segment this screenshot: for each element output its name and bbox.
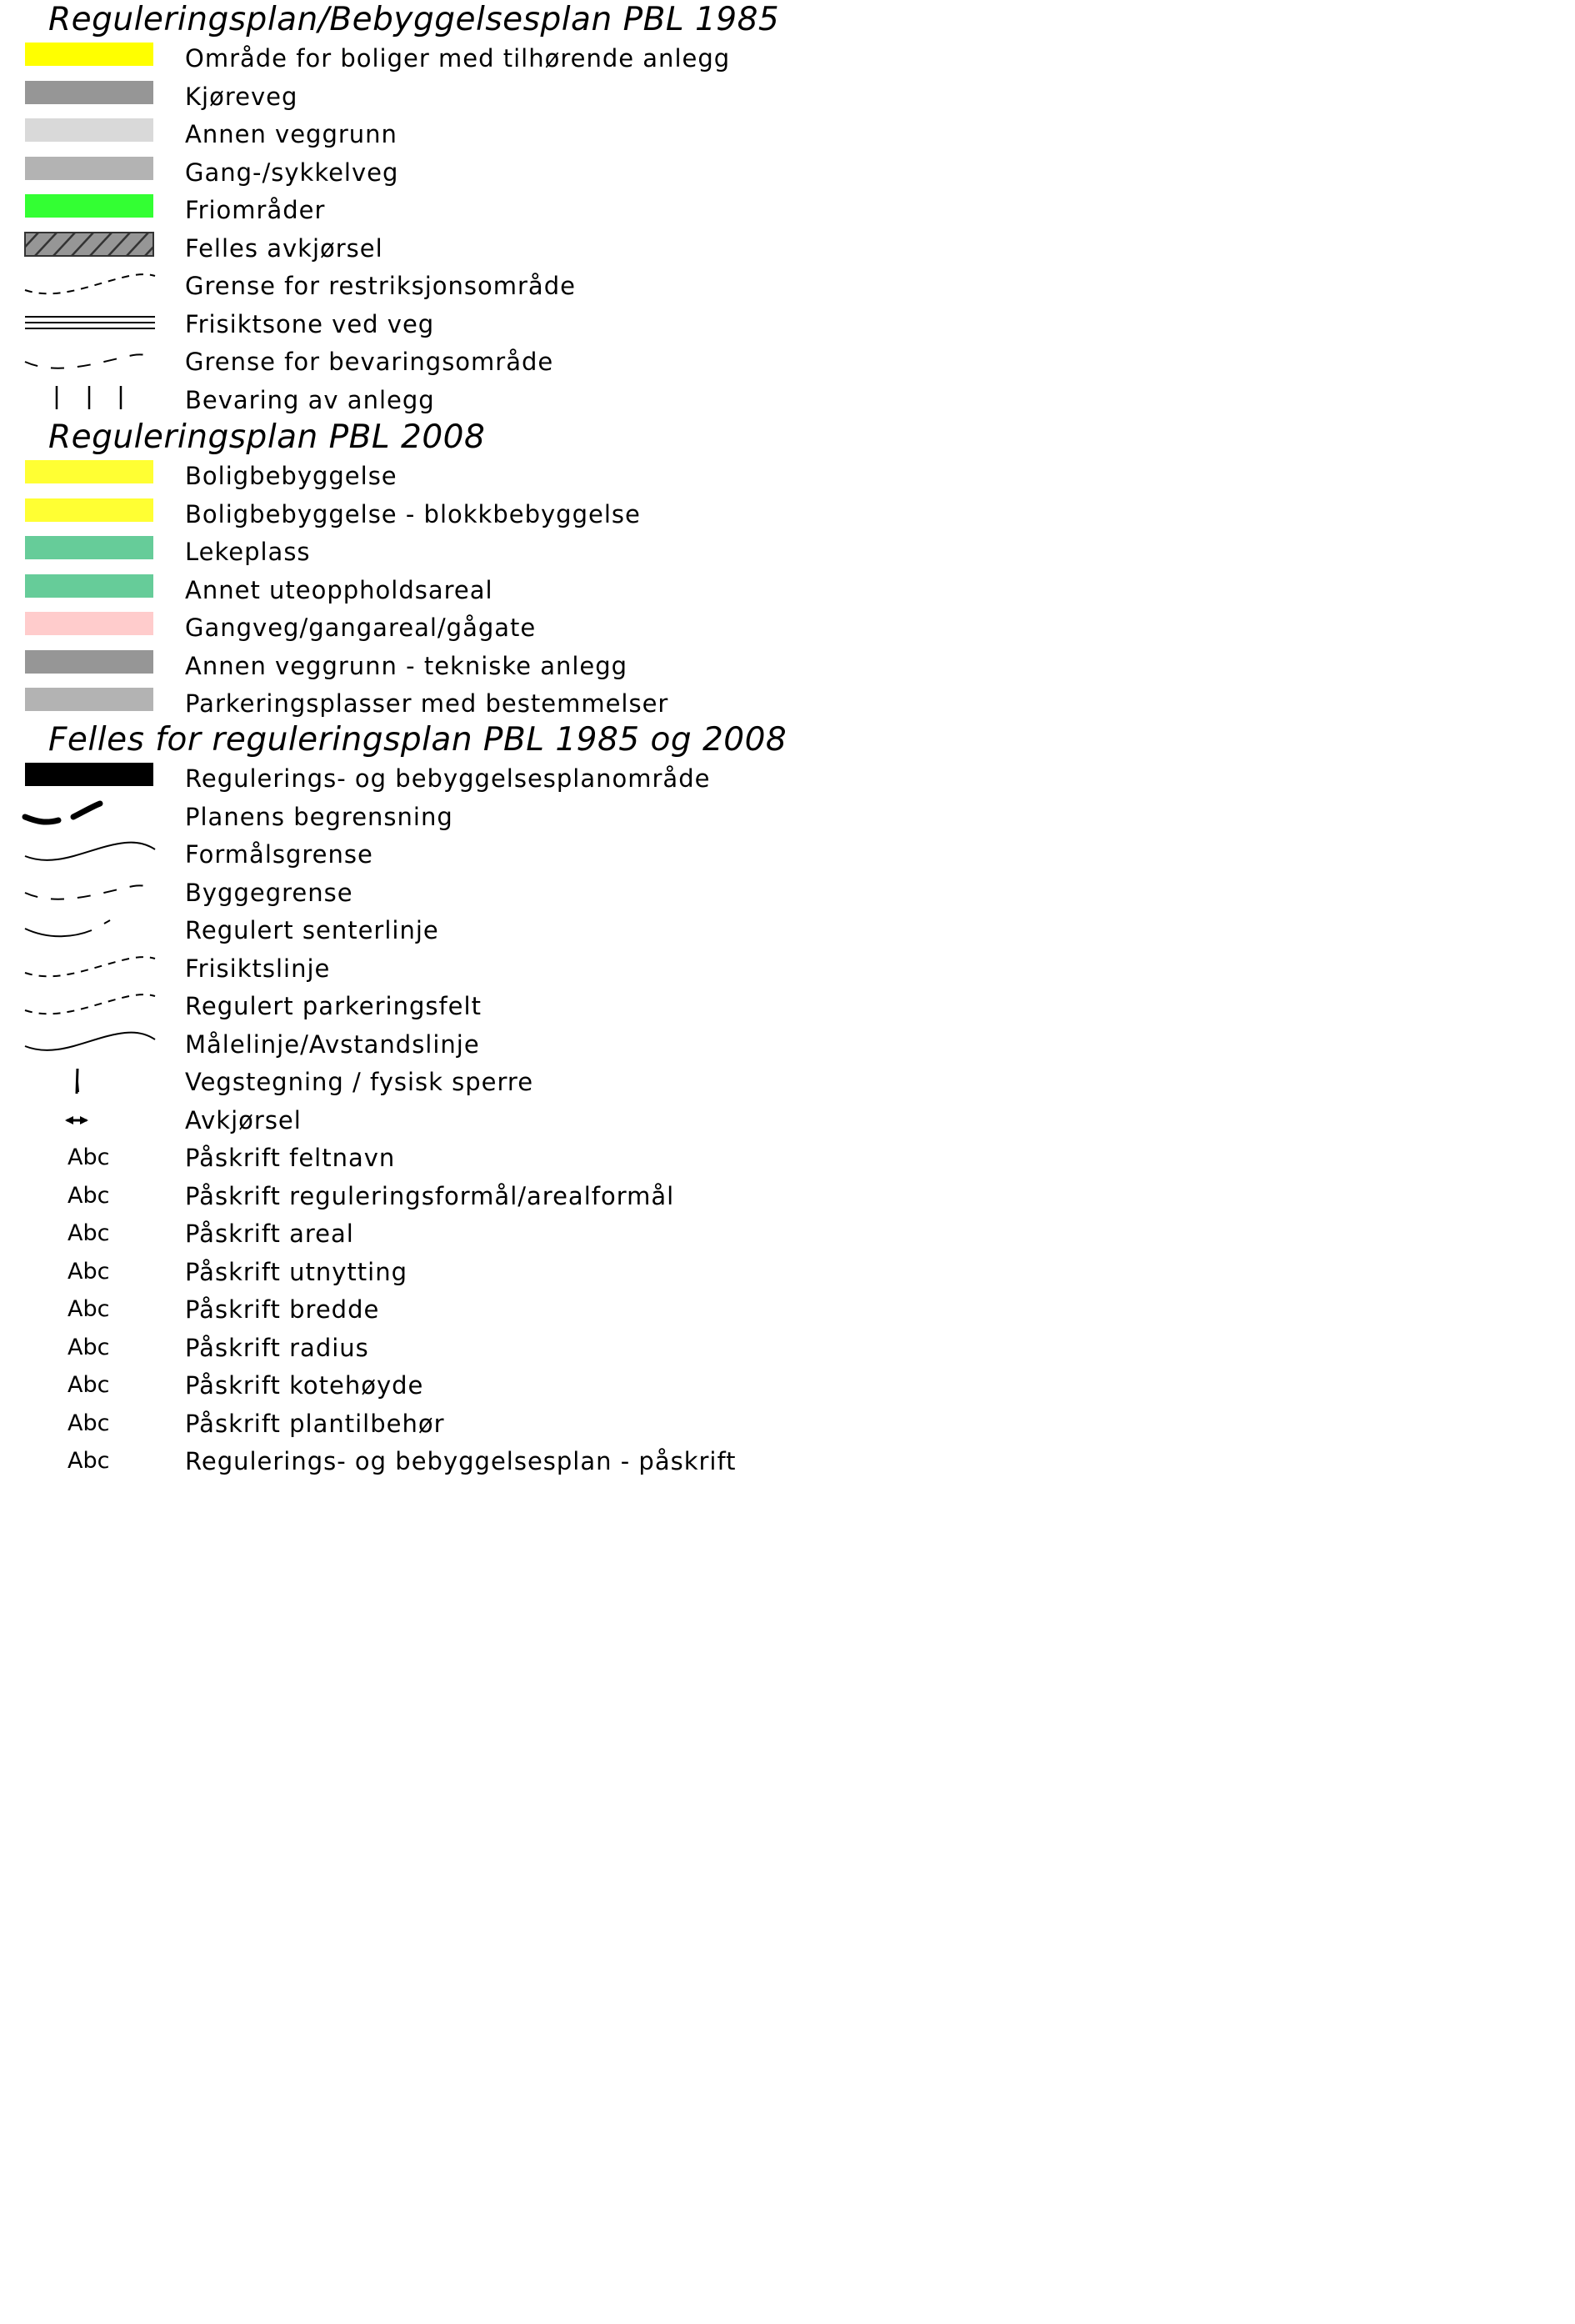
legend-row — [0, 799, 800, 836]
color-swatch — [25, 78, 155, 116]
barrier-symbol — [25, 1064, 155, 1101]
legend-row — [0, 1405, 800, 1443]
legend-row — [0, 343, 800, 381]
dash-curve-fine-symbol — [25, 950, 155, 988]
legend-label: Frisiktslinje — [185, 954, 331, 983]
text-label-symbol — [25, 1291, 155, 1329]
color-swatch — [25, 40, 155, 78]
legend-label: Påskrift feltnavn — [185, 1144, 396, 1172]
legend-label: Friområder — [185, 196, 326, 224]
legend-label: Påskrift radius — [185, 1334, 369, 1362]
legend-label: Regulerings- og bebyggelsesplanområde — [185, 764, 711, 793]
color-swatch — [25, 458, 155, 495]
legend-label: Lekeplass — [185, 538, 311, 566]
color-swatch — [25, 533, 155, 571]
color-swatch — [25, 496, 155, 533]
legend-row — [0, 1254, 800, 1291]
legend-label: Regulert senterlinje — [185, 916, 439, 944]
abc-sample-text: Abc — [68, 1220, 110, 1246]
legend-label: Påskrift plantilbehør — [185, 1410, 445, 1438]
legend-row — [0, 306, 800, 343]
legend-label: Påskrift bredde — [185, 1295, 380, 1324]
legend-row — [0, 950, 800, 988]
color-swatch — [25, 154, 155, 192]
legend-row — [0, 1064, 800, 1101]
legend-row — [0, 533, 800, 571]
legend-row — [0, 685, 800, 723]
abc-sample-text: Abc — [68, 1144, 110, 1170]
color-swatch — [25, 572, 155, 609]
color-swatch — [25, 685, 155, 723]
legend-row — [0, 40, 800, 78]
ticks-symbol — [25, 382, 155, 419]
legend-row — [0, 230, 800, 268]
dash-curve-long-symbol — [25, 874, 155, 912]
abc-sample-text: Abc — [68, 1335, 110, 1360]
arrow-symbol — [25, 1102, 155, 1139]
abc-sample-text: Abc — [68, 1259, 110, 1285]
legend-row — [0, 988, 800, 1025]
map-legend — [0, 0, 800, 1492]
legend-row — [0, 154, 800, 192]
legend-row — [0, 836, 800, 874]
dash-dot-curve-symbol — [25, 912, 155, 949]
legend-row — [0, 458, 800, 495]
legend-label: Parkeringsplasser med bestemmelser — [185, 689, 669, 718]
dash-curve-long-symbol — [25, 343, 155, 381]
legend-row — [0, 1367, 800, 1405]
legend-row — [0, 382, 800, 419]
legend-label: Frisiktsone ved veg — [185, 310, 435, 338]
legend-row — [0, 78, 800, 116]
curve-symbol — [25, 1026, 155, 1064]
legend-label: Byggegrense — [185, 879, 353, 907]
legend-row — [0, 1330, 800, 1367]
legend-row — [0, 609, 800, 647]
legend-label: Boligbebyggelse - blokkbebyggelse — [185, 500, 641, 528]
abc-sample-text: Abc — [68, 1183, 110, 1209]
legend-label: Annen veggrunn — [185, 120, 398, 148]
legend-row — [0, 572, 800, 609]
legend-row — [0, 1443, 800, 1480]
legend-label: Påskrift areal — [185, 1220, 354, 1248]
legend-row — [0, 496, 800, 533]
text-label-symbol — [25, 1405, 155, 1443]
color-swatch — [25, 648, 155, 685]
legend-label: Område for boliger med tilhørende anlegg — [185, 44, 731, 73]
legend-row — [0, 268, 800, 305]
legend-label: Felles avkjørsel — [185, 234, 383, 263]
legend-row — [0, 874, 800, 912]
hatch-symbol — [25, 230, 155, 268]
legend-label: Formålsgrense — [185, 840, 373, 869]
text-label-symbol — [25, 1178, 155, 1215]
legend-row — [0, 1215, 800, 1253]
legend-label: Regulerings- og bebyggelsesplan - påskrift — [185, 1447, 737, 1475]
dash-curve-fine-symbol — [25, 988, 155, 1025]
legend-label: Gang-/sykkelveg — [185, 158, 399, 187]
legend-row — [0, 192, 800, 229]
legend-label: Annen veggrunn - tekniske anlegg — [185, 652, 628, 680]
text-label-symbol — [25, 1330, 155, 1367]
color-swatch — [25, 192, 155, 229]
curve-symbol — [25, 836, 155, 874]
legend-section-title: Reguleringsplan/Bebyggelsesplan PBL 1985 — [48, 1, 780, 38]
legend-label: Vegstegning / fysisk sperre — [185, 1068, 534, 1096]
text-label-symbol — [25, 1139, 155, 1177]
thick-dash-symbol — [25, 799, 155, 836]
legend-row — [0, 648, 800, 685]
legend-row — [0, 760, 800, 798]
triple-line-symbol — [25, 306, 155, 343]
legend-row — [0, 1102, 800, 1139]
legend-label: Påskrift reguleringsformål/arealformål — [185, 1182, 675, 1210]
abc-sample-text: Abc — [68, 1448, 110, 1474]
text-label-symbol — [25, 1443, 155, 1480]
text-label-symbol — [25, 1367, 155, 1405]
legend-row — [0, 1178, 800, 1215]
legend-label: Grense for restriksjonsområde — [185, 272, 576, 300]
abc-sample-text: Abc — [68, 1372, 110, 1398]
legend-label: Påskrift utnytting — [185, 1258, 408, 1286]
color-swatch — [25, 116, 155, 153]
legend-label: Regulert parkeringsfelt — [185, 992, 482, 1020]
color-swatch — [25, 609, 155, 647]
legend-row — [0, 116, 800, 153]
legend-label: Boligbebyggelse — [185, 462, 398, 490]
color-swatch — [25, 760, 155, 798]
legend-section-title: Reguleringsplan PBL 2008 — [48, 418, 486, 456]
text-label-symbol — [25, 1215, 155, 1253]
legend-label: Påskrift kotehøyde — [185, 1371, 424, 1400]
legend-label: Grense for bevaringsområde — [185, 348, 554, 376]
legend-row — [0, 1026, 800, 1064]
legend-section-title: Felles for reguleringsplan PBL 1985 og 2008 — [48, 721, 788, 759]
legend-label: Gangveg/gangareal/gågate — [185, 614, 537, 642]
legend-label: Annet uteoppholdsareal — [185, 576, 493, 604]
legend-label: Avkjørsel — [185, 1106, 302, 1134]
abc-sample-text: Abc — [68, 1296, 110, 1322]
dash-curve-fine-symbol — [25, 268, 155, 305]
text-label-symbol — [25, 1254, 155, 1291]
legend-row — [0, 1139, 800, 1177]
legend-label: Bevaring av anlegg — [185, 386, 435, 414]
legend-label: Kjøreveg — [185, 83, 298, 111]
legend-label: Planens begrensning — [185, 803, 453, 831]
legend-row — [0, 1291, 800, 1329]
legend-label: Målelinje/Avstandslinje — [185, 1030, 480, 1059]
abc-sample-text: Abc — [68, 1410, 110, 1436]
legend-row — [0, 912, 800, 949]
